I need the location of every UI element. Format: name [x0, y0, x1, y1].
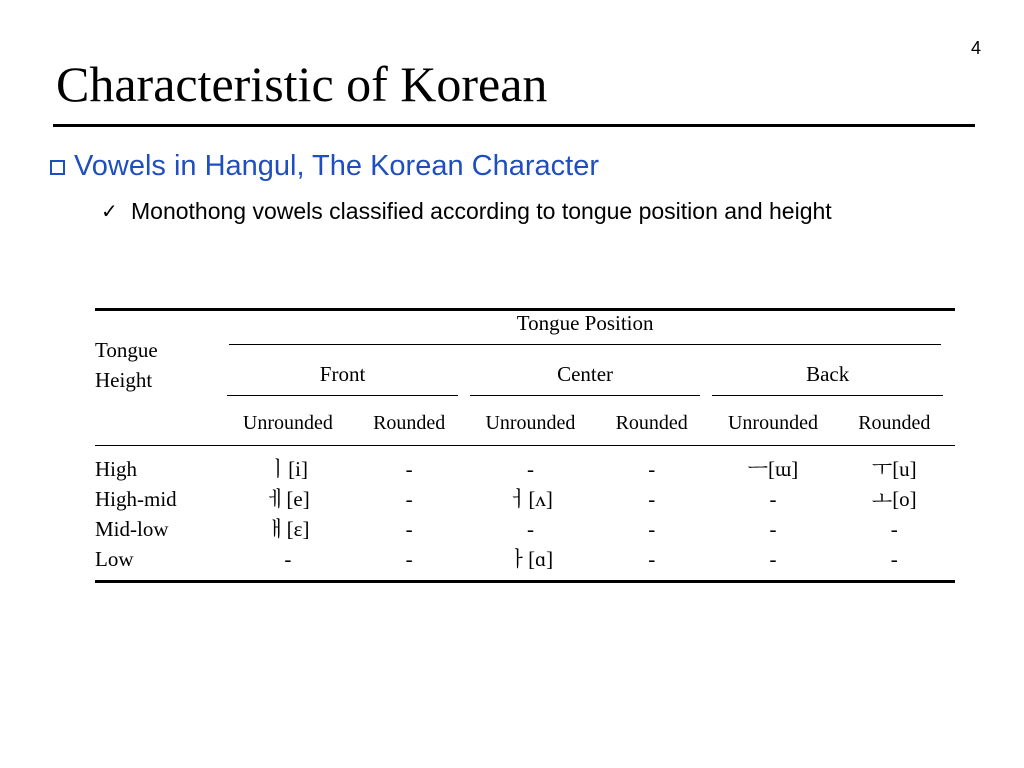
bullet-sub [101, 195, 961, 228]
header-tongue-position [227, 310, 955, 358]
header-tongue-position-text: Tongue Position [516, 311, 654, 335]
subheader-center-rounded: Rounded [615, 411, 688, 434]
page-number: 4 [970, 38, 981, 58]
table-row [95, 446, 955, 485]
table-cell: ㅡ[ɯ] [747, 457, 799, 481]
row-label: Low [95, 547, 134, 571]
header-group-back-text: Back [806, 362, 850, 386]
subheader-front-rounded: Rounded [373, 411, 446, 434]
table-cell: - [769, 547, 777, 571]
subheader-center-unrounded: Unrounded [485, 411, 576, 434]
slide-title: Characteristic of Korean [56, 56, 548, 112]
row-label: High [95, 457, 137, 481]
subheader-back-unrounded: Unrounded [727, 411, 818, 434]
row-label: Mid-low [95, 517, 169, 541]
header-group-front [227, 357, 470, 401]
table-cell: - [890, 547, 898, 571]
table-cell: - [769, 517, 777, 541]
subheader-back-rounded: Rounded [858, 411, 931, 434]
bullet-main-text: Vowels in Hangul, The Korean Character [74, 149, 599, 182]
table-cell: - [648, 487, 656, 511]
row-label: High-mid [95, 487, 177, 511]
header-group-center [470, 357, 713, 401]
header-tongue-height [95, 310, 227, 446]
table-cell: - [648, 457, 656, 481]
checkmark-icon: ✓ [101, 201, 118, 223]
header-group-back [712, 357, 955, 401]
table-cell: ㅏ[ɑ] [507, 547, 554, 571]
table-cell: ㅓ[ʌ] [508, 487, 553, 511]
table-row [95, 484, 955, 514]
table-cell: - [648, 547, 656, 571]
vowel-table-container [95, 308, 955, 583]
table-cell: - [405, 517, 413, 541]
subheader-front-unrounded: Unrounded [242, 411, 333, 434]
table-cell: ㅜ[u] [871, 457, 917, 481]
table-cell: - [405, 487, 413, 511]
table-cell: - [769, 487, 777, 511]
table-cell: - [526, 517, 534, 541]
table-cell: ㅗ[o] [871, 487, 917, 511]
header-group-center-text: Center [557, 362, 614, 386]
header-group-front-text: Front [319, 362, 366, 386]
table-cell: - [890, 517, 898, 541]
bullet-main [50, 148, 599, 184]
table-cell: ㅣ[i] [267, 457, 308, 481]
table-cell: - [284, 547, 292, 571]
table-cell: - [526, 457, 534, 481]
header-tongue-height-text: Tongue Height [95, 338, 158, 392]
table-cell: ㅔ[e] [266, 487, 310, 511]
table-row [95, 514, 955, 544]
table-cell: - [648, 517, 656, 541]
bullet-sub-text: Monothong vowels classified according to tongue position and height [131, 198, 832, 224]
table-row [95, 544, 955, 582]
checkbox-bullet-icon [50, 160, 65, 175]
title-divider [53, 124, 975, 127]
table-cell: - [405, 457, 413, 481]
vowel-table [95, 308, 955, 583]
table-cell: - [405, 547, 413, 571]
table-cell: ㅐ[ɛ] [266, 517, 310, 541]
